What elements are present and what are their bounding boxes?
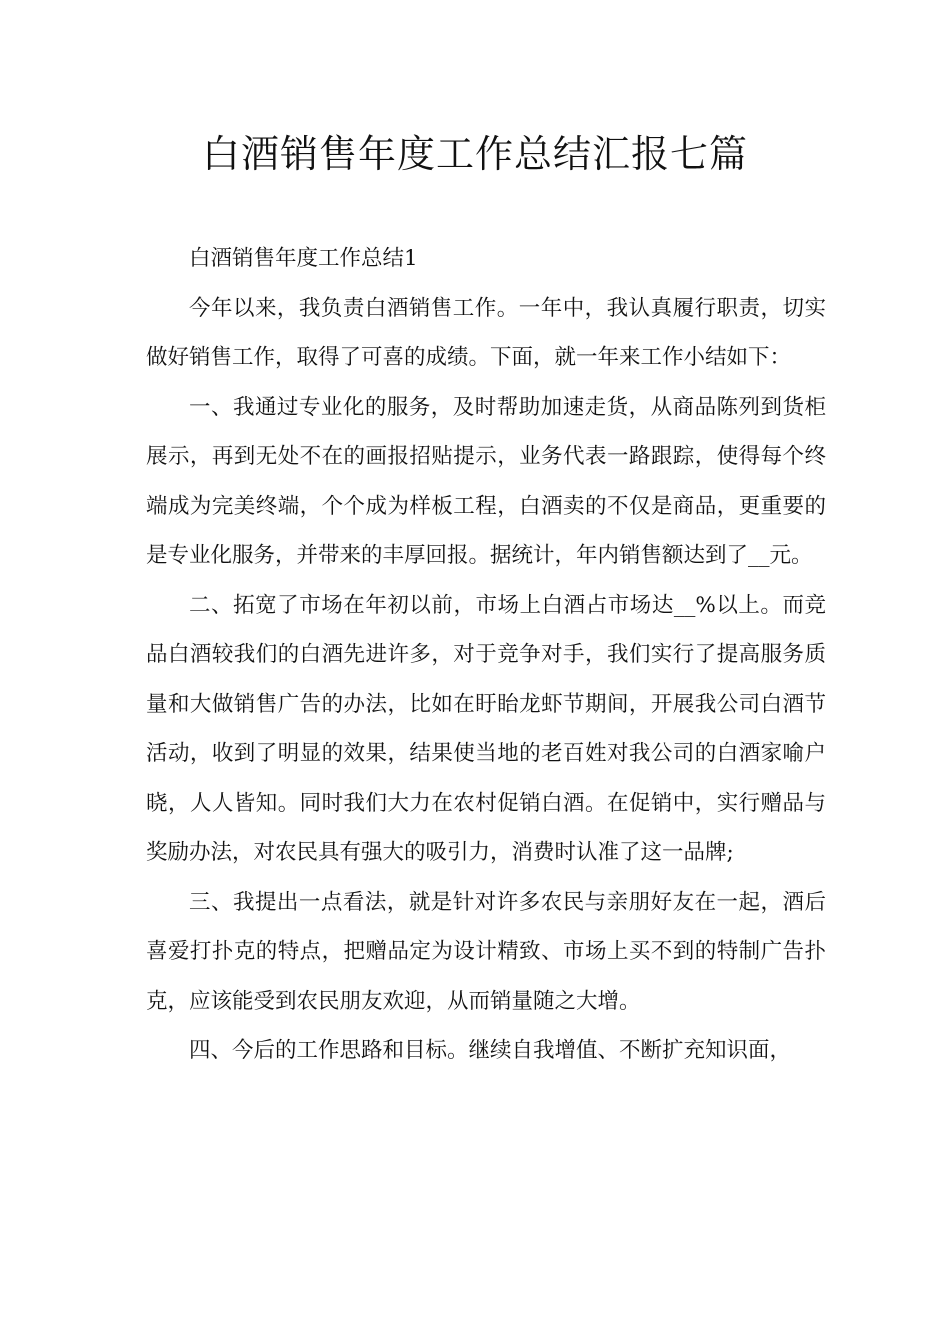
paragraph-two: 二、拓宽了市场在年初以前，市场上白酒占市场达__%以上。而竞品白酒较我们的白酒先进许多，对于竞争对手，我们实行了提高服务质量和大做销售广告的办法，比如在盱眙龙虾节期间，开展我公司白酒节活动，收到了明显的效果，结果使当地的老百姓对我公司的白酒家喻户晓，人人皆知。同时我们大力在农村促销白酒。在促销中，实行赠品与奖励办法，对农民具有强大的吸引力，消费时认准了这一品牌; bbox=[146, 592, 826, 865]
intro-paragraph: 今年以来，我负责白酒销售工作。一年中，我认真履行职责，切实做好销售工作，取得了可喜的成绩。下面，就一年来工作小结如下： bbox=[146, 295, 826, 370]
document-body bbox=[146, 234, 826, 1076]
paragraph-four: 四、今后的工作思路和目标。继续自我增值、不断扩充知识面， bbox=[189, 1038, 792, 1063]
paragraph-three: 三、我提出一点看法，就是针对许多农民与亲朋好友在一起，酒后喜爱打扑克的特点，把赠品定为设计精致、市场上买不到的特制广告扑克，应该能受到农民朋友欢迎，从而销量随之大增。 bbox=[146, 889, 826, 1014]
section-heading: 白酒销售年度工作总结1 bbox=[189, 246, 418, 271]
document-title: 白酒销售年度工作总结汇报七篇 bbox=[201, 132, 748, 176]
paragraph-one: 一、我通过专业化的服务，及时帮助加速走货，从商品陈列到货柜展示，再到无处不在的画报招贴提示，业务代表一路跟踪，使得每个终端成为完美终端，个个成为样板工程，白酒卖的不仅是商品，更重要的是专业化服务，并带来的丰厚回报。据统计，年内销售额达到了__元。 bbox=[146, 394, 826, 568]
